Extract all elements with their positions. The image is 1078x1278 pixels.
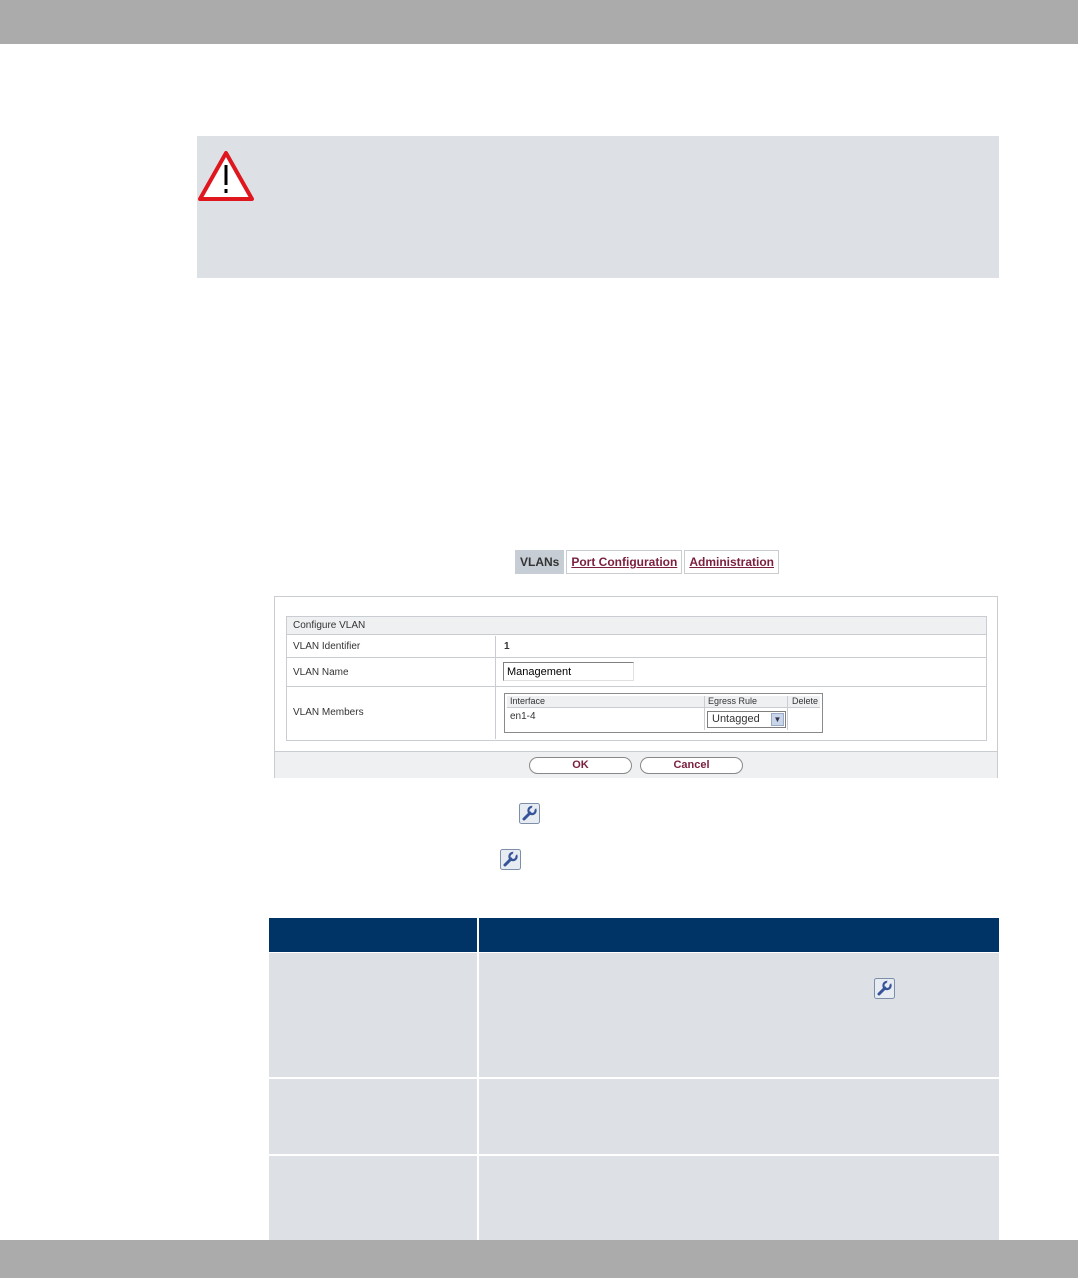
description-table-header (269, 918, 999, 952)
ok-button[interactable]: OK (529, 757, 632, 774)
configure-vlan-form (286, 616, 987, 741)
vlan-name-row (287, 658, 986, 687)
egress-rule-select[interactable] (707, 711, 786, 728)
configure-vlan-panel (274, 596, 998, 778)
vlan-identifier-value: 1 (504, 641, 510, 652)
vlan-members-row (287, 687, 986, 739)
tab-administration[interactable]: Administration (684, 550, 779, 574)
bottom-bar (0, 1240, 1078, 1278)
egress-rule-value: Untagged (712, 713, 760, 725)
warning-box (197, 136, 999, 278)
tab-port-configuration[interactable]: Port Configuration (566, 550, 682, 574)
column-header-delete: Delete (792, 696, 819, 706)
wrench-edit-icon (874, 978, 895, 999)
vlan-name-label: VLAN Name (293, 667, 349, 678)
column-header-egress-rule: Egress Rule (708, 696, 758, 706)
tab-vlans[interactable]: VLANs (515, 550, 564, 574)
members-table (504, 693, 823, 733)
table-row (269, 953, 999, 1077)
top-bar (0, 0, 1078, 44)
chevron-down-icon[interactable]: ▼ (771, 713, 784, 726)
member-interface: en1-4 (510, 711, 536, 722)
vlan-members-label: VLAN Members (293, 707, 364, 718)
members-table-header (507, 696, 820, 708)
vlan-identifier-row (287, 636, 986, 658)
table-row (269, 1156, 999, 1240)
vlan-name-input[interactable] (503, 662, 634, 681)
wrench-edit-icon[interactable] (519, 803, 540, 824)
warning-triangle-icon (197, 150, 255, 202)
table-row (269, 1079, 999, 1154)
section-title: Configure VLAN (287, 617, 986, 635)
panel-footer (275, 751, 997, 778)
cancel-button[interactable]: Cancel (640, 757, 743, 774)
vlan-identifier-label: VLAN Identifier (293, 641, 361, 652)
wrench-edit-icon[interactable] (500, 849, 521, 870)
tab-bar (515, 550, 779, 574)
column-header-interface: Interface (510, 696, 546, 706)
